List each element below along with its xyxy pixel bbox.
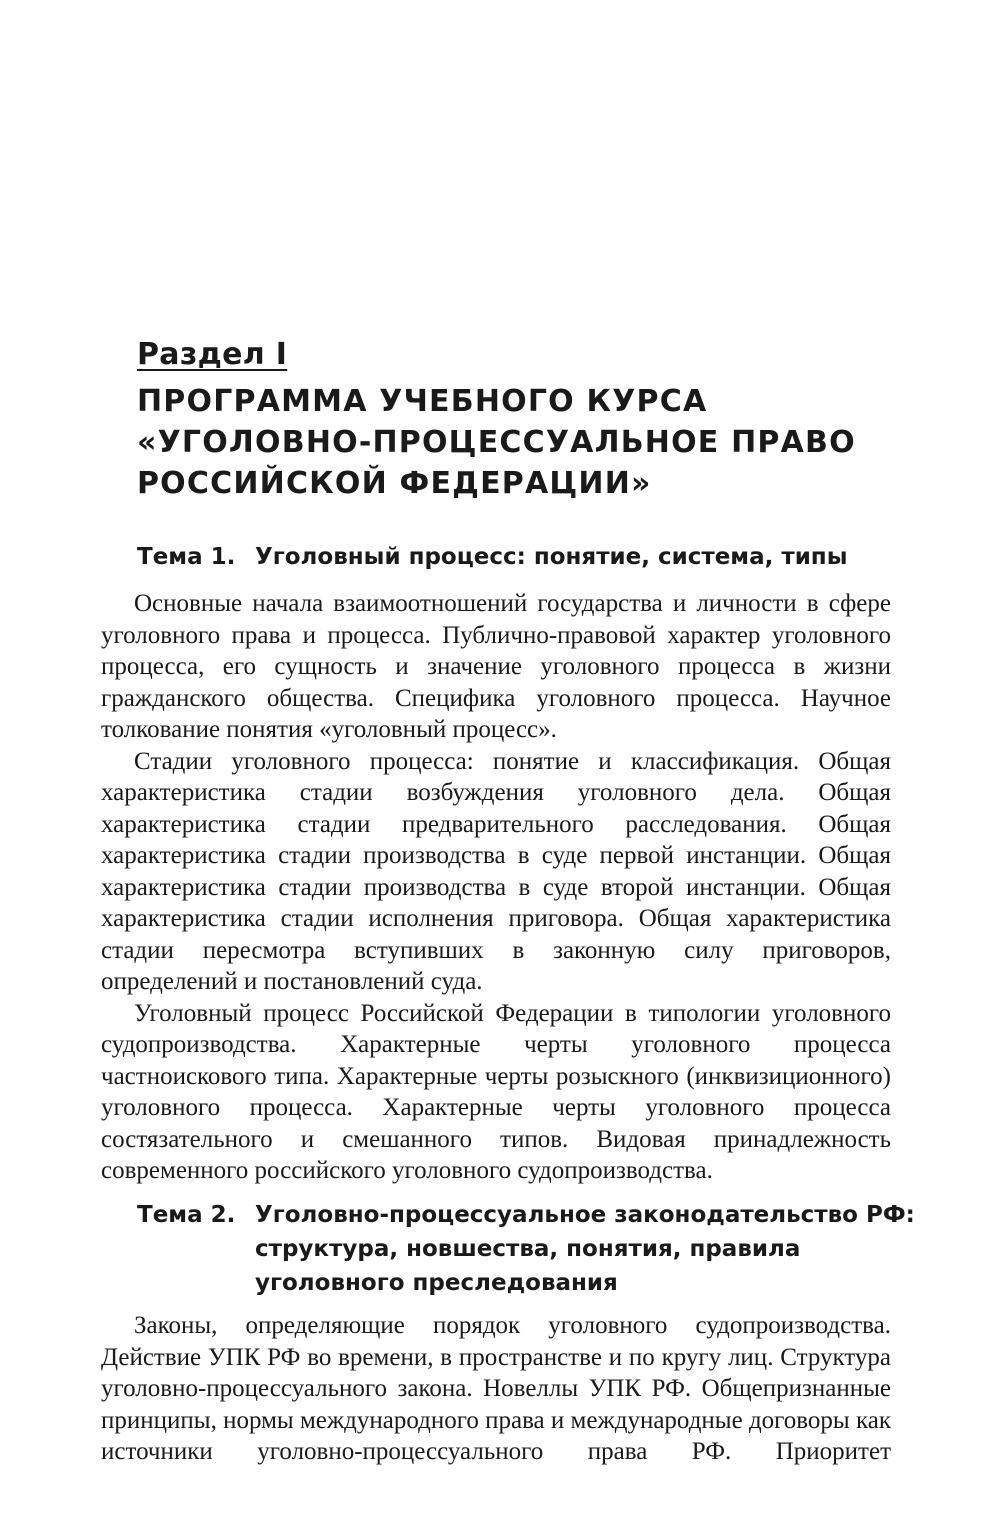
topic-title-line: структура, новшества, понятия, правила [255,1236,801,1262]
topic-number: Тема 2. [137,1202,236,1228]
topic-number: Тема 1. [137,544,236,570]
paragraph: Законы, определяющие порядок уголовного судопроизводства. Действие УПК РФ во времени, в пространстве и по кругу лиц. Структура уголовно-процессуального закона. Новеллы УПК РФ. Общепризнанные принципы, нормы международного права и международные договоры как источники уголовно-процессуального права РФ. Приоритет [101,1312,891,1465]
topic-title-line: Уголовно-процессуальное законодательство РФ: [255,1202,915,1228]
section-title-line: «УГОЛОВНО-ПРОЦЕССУАЛЬНОЕ ПРАВО [137,425,856,460]
section-title-line: РОССИЙСКОЙ ФЕДЕРАЦИИ» [137,466,652,501]
section-label: Раздел I [137,337,288,372]
topic-2-heading [137,1198,915,1300]
topic-title [255,540,905,574]
paragraph: Основные начала взаимоотношений государства и личности в сфере уголовного права и процесса. Публично-правовой характер уголовного процесса, его сущность и значение уголовного процесса в жизни гражданского общества. Специфика уголовного процесса. Научное толкование понятия «уголовный процесс». [101,590,891,743]
topic-title [255,1198,915,1300]
topic-title-line: Уголовный процесс: понятие, система, типы [255,544,848,570]
topic-title-line: уголовного преследования [255,1270,618,1296]
paragraph: Уголовный процесс Российской Федерации в типологии уголовного судопроизводства. Характерные черты уголовного процесса частноискового типа. Характерные черты розыскного (инквизиционного) уголовного процесса. Характерные черты уголовного процесса состязательного и смешанного типов. Видовая принадлежность современного российского уголовного судопроизводства. [101,999,891,1184]
topic-1-body [101,588,891,1187]
paragraph: Стадии уголовного процесса: понятие и классификация. Общая характеристика стадии возбуждения уголовного дела. Общая характеристика стадии предварительного расследования. Общая характеристика стадии производства в суде первой инстанции. Общая характеристика стадии производства в суде второй инстанции. Общая характеристика стадии исполнения приговора. Общая характеристика стадии пересмотра вступивших в законную силу приговоров, определений и постановлений суда. [101,747,891,995]
section-title-line: ПРОГРАММА УЧЕБНОГО КУРСА [137,384,708,419]
topic-2-body [101,1310,891,1468]
section-title [137,381,917,504]
topic-1-heading [137,540,905,574]
